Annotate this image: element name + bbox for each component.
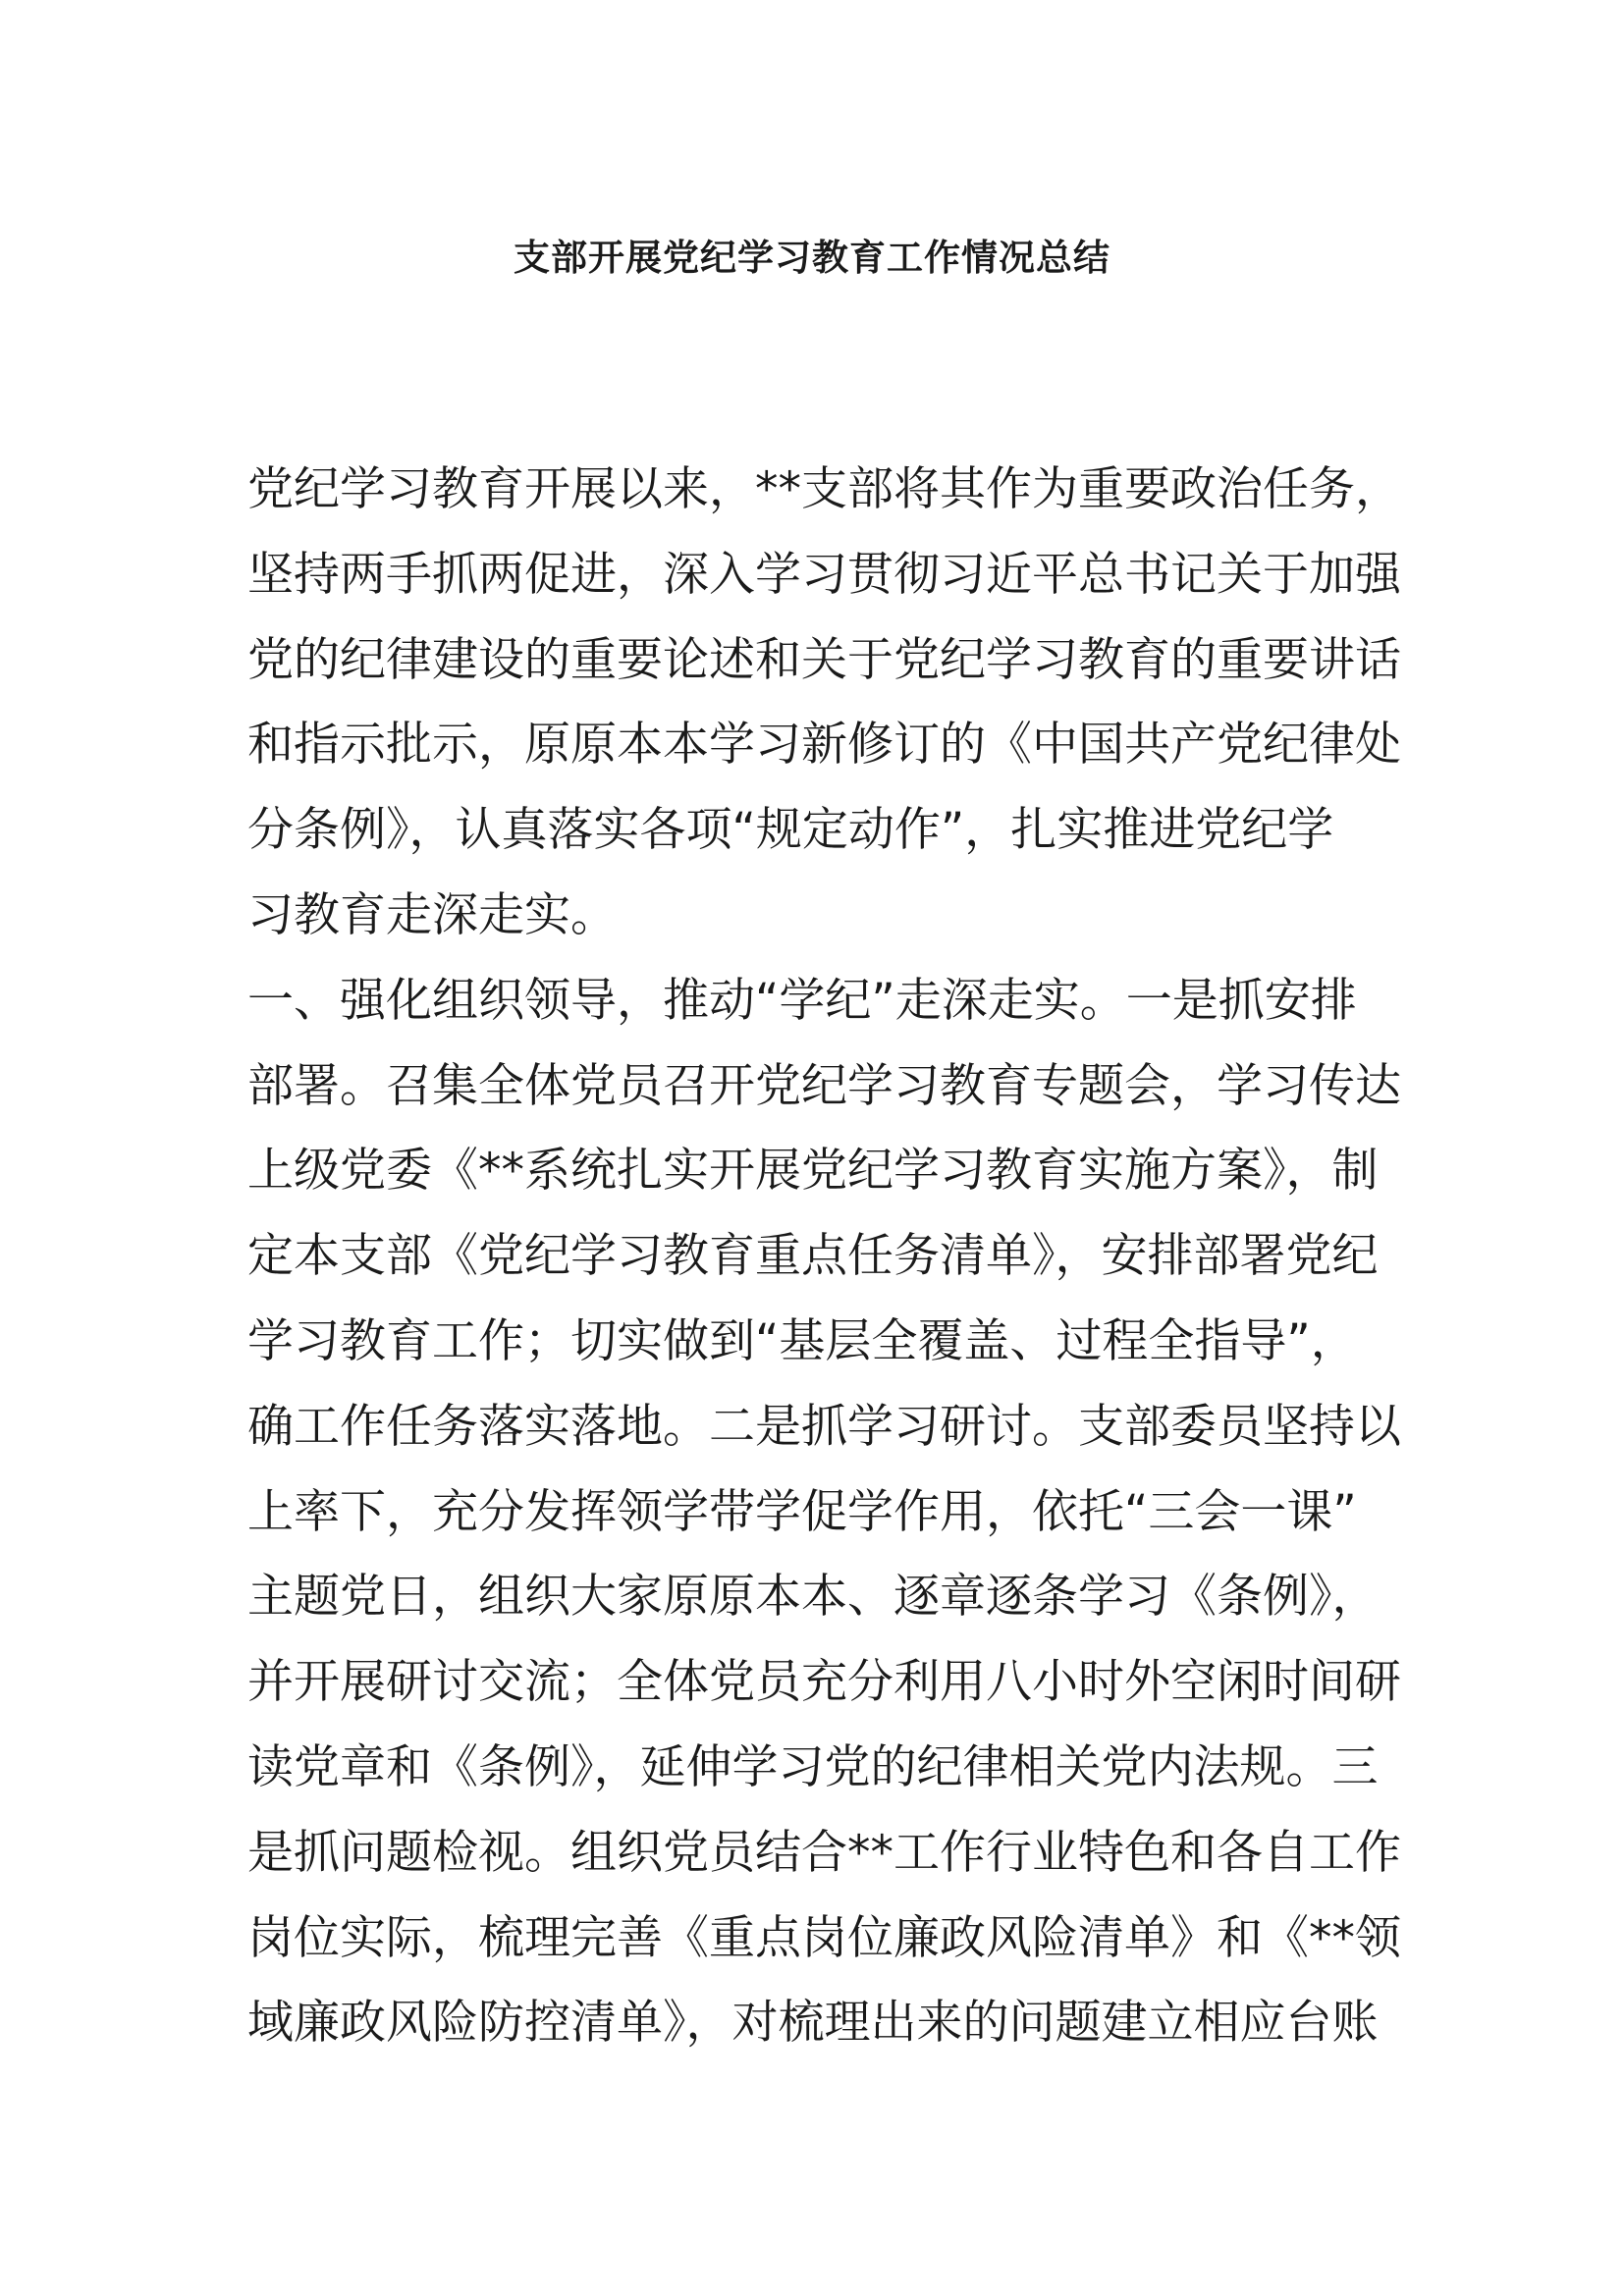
body-line-13: 上率下，充分发挥领学带学促学作用，依托“三会一课” bbox=[247, 1484, 1357, 1539]
body-line-1: 党纪学习教育开展以来，**支部将其作为重要政治任务， bbox=[247, 462, 1401, 516]
body-line-2: 坚持两手抓两促进，深入学习贯彻习近平总书记关于加强 bbox=[247, 547, 1401, 602]
body-line-3: 党的纪律建设的重要论述和关于党纪学习教育的重要讲话 bbox=[247, 632, 1401, 687]
document-body bbox=[247, 448, 1401, 2066]
body-line-14: 主题党日，组织大家原原本本、逐章逐条学习《条例》， bbox=[247, 1570, 1379, 1625]
body-line-9: 上级党委《**系统扎实开展党纪学习教育实施方案》，制 bbox=[247, 1144, 1379, 1199]
body-line-12: 确工作任务落实落地。二是抓学习研讨。支部委员坚持以 bbox=[247, 1399, 1401, 1454]
body-line-18: 岗位实际，梳理完善《重点岗位廉政风险清单》和《**领 bbox=[247, 1910, 1401, 1965]
body-line-16: 读党章和《条例》，延伸学习党的纪律相关党内法规。三 bbox=[247, 1739, 1379, 1794]
body-line-15: 并开展研讨交流；全体党员充分利用八小时外空闲时间研 bbox=[247, 1655, 1401, 1710]
body-line-10: 定本支部《党纪学习教育重点任务清单》，安排部署党纪 bbox=[247, 1229, 1379, 1284]
body-line-8: 部署。召集全体党员召开党纪学习教育专题会，学习传达 bbox=[247, 1058, 1401, 1113]
body-line-19: 域廉政风险防控清单》，对梳理出来的问题建立相应台账 bbox=[247, 1996, 1379, 2051]
body-line-17: 是抓问题检视。组织党员结合**工作行业特色和各自工作 bbox=[247, 1825, 1401, 1880]
body-line-7: 一、强化组织领导，推动“学纪”走深走实。一是抓安排 bbox=[247, 973, 1357, 1028]
document-title: 支部开展党纪学习教育工作情况总结 bbox=[514, 237, 1110, 279]
body-line-5: 分条例》，认真落实各项“规定动作”，扎实推进党纪学 bbox=[247, 803, 1334, 858]
body-line-11: 学习教育工作；切实做到“基层全覆盖、过程全指导”， bbox=[247, 1313, 1357, 1368]
body-line-4: 和指示批示，原原本本学习新修订的《中国共产党纪律处 bbox=[247, 718, 1401, 773]
body-line-6: 习教育走深走实。 bbox=[247, 887, 617, 942]
